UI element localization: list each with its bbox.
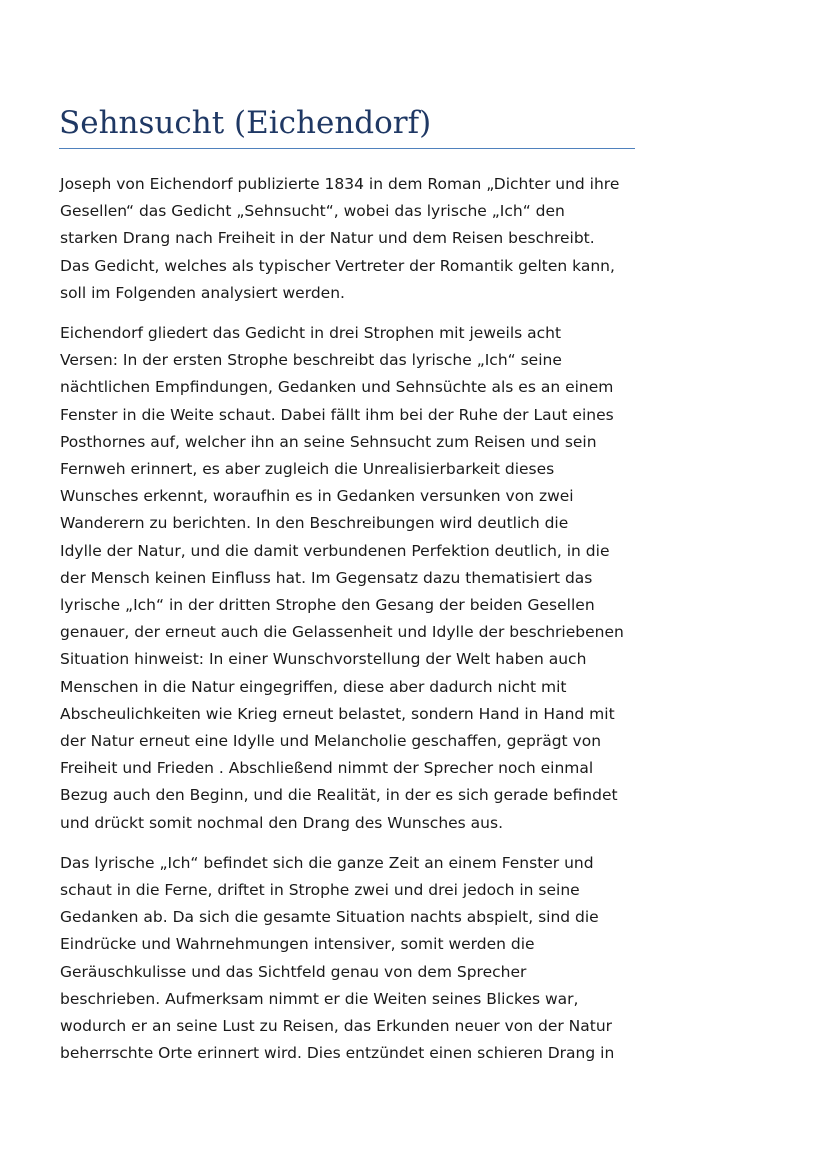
paragraph-introduction <box>60 171 644 307</box>
text-line: Fenster in die Weite schaut. Dabei fällt ihm bei der Ruhe der Laut eines <box>60 405 614 424</box>
text-line: Joseph von Eichendorf publizierte 1834 in dem Roman „Dichter und ihre <box>60 175 620 193</box>
text-line: Menschen in die Natur eingegriffen, diese aber dadurch nicht mit <box>60 677 567 696</box>
text-line: Geräuschkulisse und das Sichtfeld genau von dem Sprecher <box>60 962 527 981</box>
paragraph-speaker-situation <box>60 850 644 1068</box>
document-body <box>60 171 644 1081</box>
text-line: Eichendorf gliedert das Gedicht in drei Strophen mit jeweils acht <box>60 324 562 343</box>
text-line: nächtlichen Empfindungen, Gedanken und Sehnsüchte als es an einem <box>60 378 614 397</box>
text-line: Abscheulichkeiten wie Krieg erneut belastet, sondern Hand in Hand mit <box>60 704 615 723</box>
text-line: der Natur erneut eine Idylle und Melancholie geschaffen, geprägt von <box>60 732 602 751</box>
text-line: Situation hinweist: In einer Wunschvorstellung der Welt haben auch <box>60 650 587 669</box>
text-line: beherrschte Orte erinnert wird. Dies entzündet einen schieren Drang in <box>60 1044 615 1063</box>
text-line: Wanderern zu berichten. In den Beschreibungen wird deutlich die <box>60 514 569 533</box>
text-line: Eindrücke und Wahrnehmungen intensiver, somit werden die <box>60 935 535 954</box>
text-line: genauer, der erneut auch die Gelassenheit und Idylle der beschriebenen <box>60 623 624 642</box>
text-line: der Mensch keinen Einfluss hat. Im Gegensatz dazu thematisiert das <box>60 568 593 587</box>
text-line: Idylle der Natur, und die damit verbundenen Perfektion deutlich, in die <box>60 541 610 560</box>
text-line: starken Drang nach Freiheit in der Natur und dem Reisen beschreibt. <box>60 229 595 248</box>
text-line: Wunsches erkennt, woraufhin es in Gedanken versunken von zwei <box>60 487 574 506</box>
text-line: Gesellen“ das Gedicht „Sehnsucht“, wobei das lyrische „Ich“ den <box>60 202 565 221</box>
text-line: Freiheit und Frieden . Abschließend nimmt der Sprecher noch einmal <box>60 759 594 778</box>
text-line: Fernweh erinnert, es aber zugleich die Unrealisierbarkeit dieses <box>60 460 555 479</box>
text-line: Das lyrische „Ich“ befindet sich die ganze Zeit an einem Fenster und <box>60 853 594 872</box>
title-underline-rule <box>59 148 635 149</box>
text-line: und drückt somit nochmal den Drang des Wunsches aus. <box>60 813 504 832</box>
text-line: schaut in die Ferne, driftet in Strophe zwei und drei jedoch in seine <box>60 881 580 900</box>
text-line: lyrische „Ich“ in der dritten Strophe den Gesang der beiden Gesellen <box>60 596 595 615</box>
text-line: beschrieben. Aufmerksam nimmt er die Weiten seines Blickes war, <box>60 989 579 1008</box>
text-line: Versen: In der ersten Strophe beschreibt das lyrische „Ich“ seine <box>60 351 562 370</box>
text-line: Posthornes auf, welcher ihn an seine Sehnsucht zum Reisen und sein <box>60 432 597 451</box>
document-title: Sehnsucht (Eichendorf) <box>59 105 432 141</box>
text-line: soll im Folgenden analysiert werden. <box>60 283 345 302</box>
paragraph-structure <box>60 320 644 837</box>
text-line: Das Gedicht, welches als typischer Vertreter der Romantik gelten kann, <box>60 256 615 275</box>
text-line: Gedanken ab. Da sich die gesamte Situation nachts abspielt, sind die <box>60 908 599 927</box>
text-line: wodurch er an seine Lust zu Reisen, das Erkunden neuer von der Natur <box>60 1017 613 1036</box>
text-line: Bezug auch den Beginn, und die Realität, in der es sich gerade befindet <box>60 786 618 805</box>
